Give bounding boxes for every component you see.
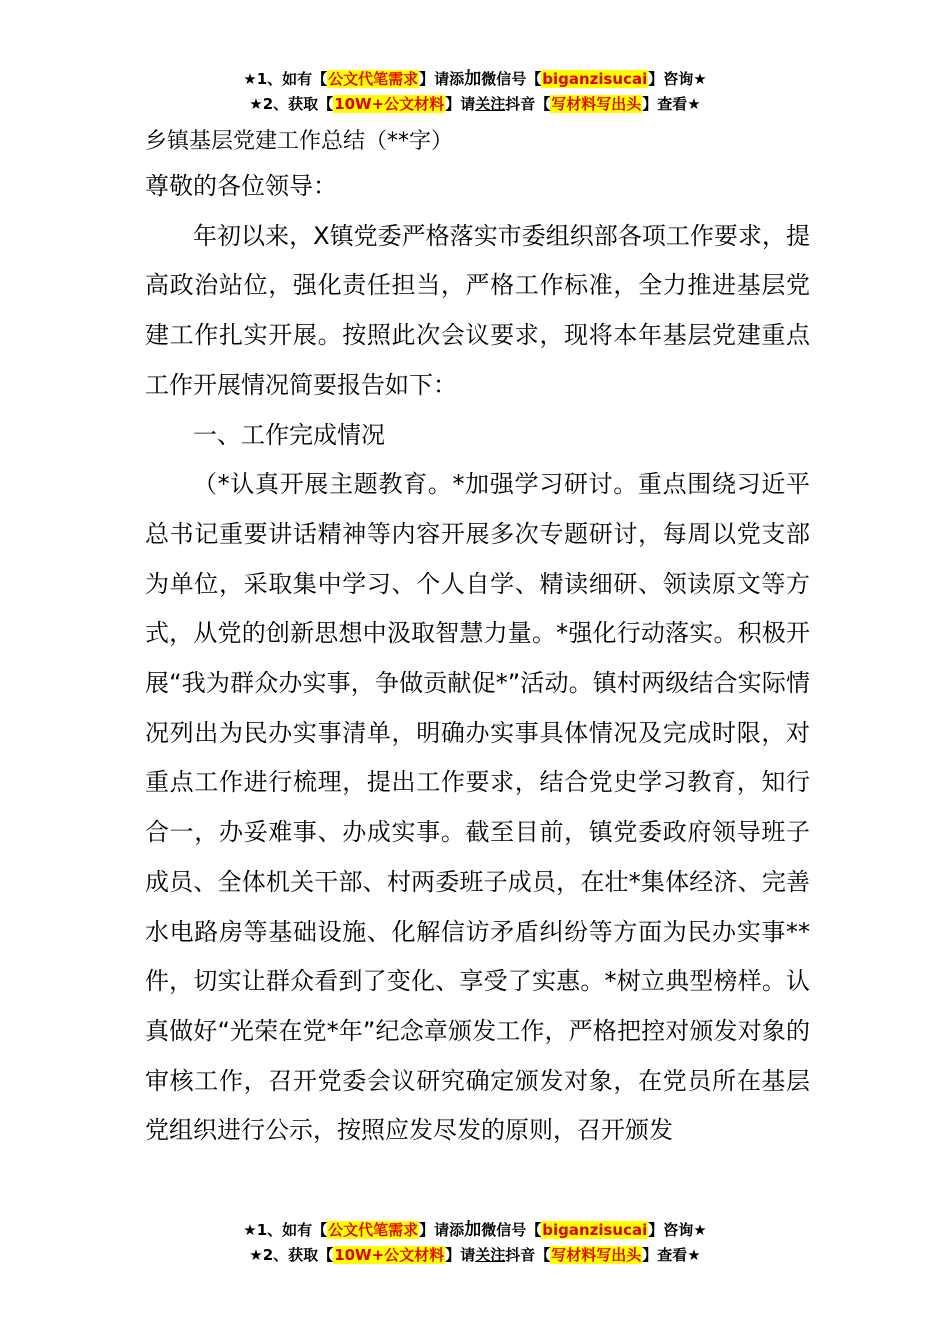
promo-emphasis: 关注 [475, 1246, 506, 1264]
promo-text: 微信号【 [481, 1221, 542, 1239]
body-paragraph: （*认真开展主题教育。*加强学习研讨。重点围绕习近平总书记重要讲话精神等内容开展多次专题研讨，每周以党支部为单位，采取集中学习、个人自学、精读细研、领读原文等方式，从党的创新思想中汲取智慧力量。*强化行动落实。积极开展“我为群众办实事，争做贡献促*”活动。镇村两级结合实际情况列出为民办实事清单，明确办实事具体情况及完成时限，对重点工作进行梳理，提出工作要求，结合党史学习教育，知行合一，办妥难事、办成实事。截至目前，镇党委政府领导班子成员、全体机关干部、村两委班子成员，在壮*集体经济、完善水电路房等基础设施、化解信访矛盾纠纷等方面为民办实事**件，切实让群众看到了变化、享受了实惠。*树立典型榜样。认真做好“光荣在党*年”纪念章颁发工作，严格把控对颁发对象的审核工作，召开党委会议研究确定颁发对象，在党员所在基层党组织进行公示，按照应发尽发的原则，召开颁发 [145, 470, 810, 1145]
top-promo-banner [0, 67, 950, 117]
promo-highlight: 10W+公文材料 [334, 95, 445, 113]
promo-highlight: 公文代笔需求 [328, 70, 419, 88]
promo-line-1 [0, 67, 950, 92]
promo-line-2 [0, 1243, 950, 1268]
intro-paragraph: 年初以来，X镇党委严格落实市委组织部各项工作要求，提高政治站位，强化责任担当，严格工作标准，全力推进基层党建工作扎实开展。按照此次会议要求，现将本年基层党建重点工作开展情况简要报告如下： [145, 221, 810, 399]
promo-text: ★1、如有【 [243, 1221, 328, 1239]
promo-text: 微信号【 [481, 70, 542, 88]
promo-emphasis: 加 [464, 69, 482, 89]
promo-wechat-id: biganzisucai [542, 1221, 648, 1239]
promo-line-2 [0, 92, 950, 117]
promo-text: ★1、如有【 [243, 70, 328, 88]
promo-line-1 [0, 1218, 950, 1243]
promo-highlight: 10W+公文材料 [334, 1246, 445, 1264]
promo-text: 】请 [445, 95, 476, 113]
promo-text: 】查看★ [642, 95, 701, 113]
promo-emphasis: 关注 [475, 95, 506, 113]
promo-highlight: 公文代笔需求 [328, 1221, 419, 1239]
document-title: 乡镇基层党建工作总结（**字） [145, 129, 454, 154]
promo-douyin-id: 写材料写出头 [551, 95, 642, 113]
section-heading: 一、工作完成情况 [193, 420, 385, 449]
bottom-promo-banner [0, 1218, 950, 1268]
document-body [145, 122, 810, 1156]
promo-douyin-id: 写材料写出头 [551, 1246, 642, 1264]
promo-text: ★2、获取【 [249, 95, 334, 113]
promo-text: 】咨询★ [648, 1221, 707, 1239]
promo-text: ★2、获取【 [249, 1246, 334, 1264]
promo-emphasis: 加 [464, 1220, 482, 1240]
promo-text: 】请添 [419, 1221, 465, 1239]
promo-wechat-id: biganzisucai [542, 70, 648, 88]
salutation: 尊敬的各位领导： [145, 172, 337, 200]
promo-text: 】请添 [419, 70, 465, 88]
promo-text: 】查看★ [642, 1246, 701, 1264]
promo-text: 抖音【 [505, 1246, 551, 1264]
promo-text: 抖音【 [505, 95, 551, 113]
promo-text: 】咨询★ [648, 70, 707, 88]
promo-text: 】请 [445, 1246, 476, 1264]
